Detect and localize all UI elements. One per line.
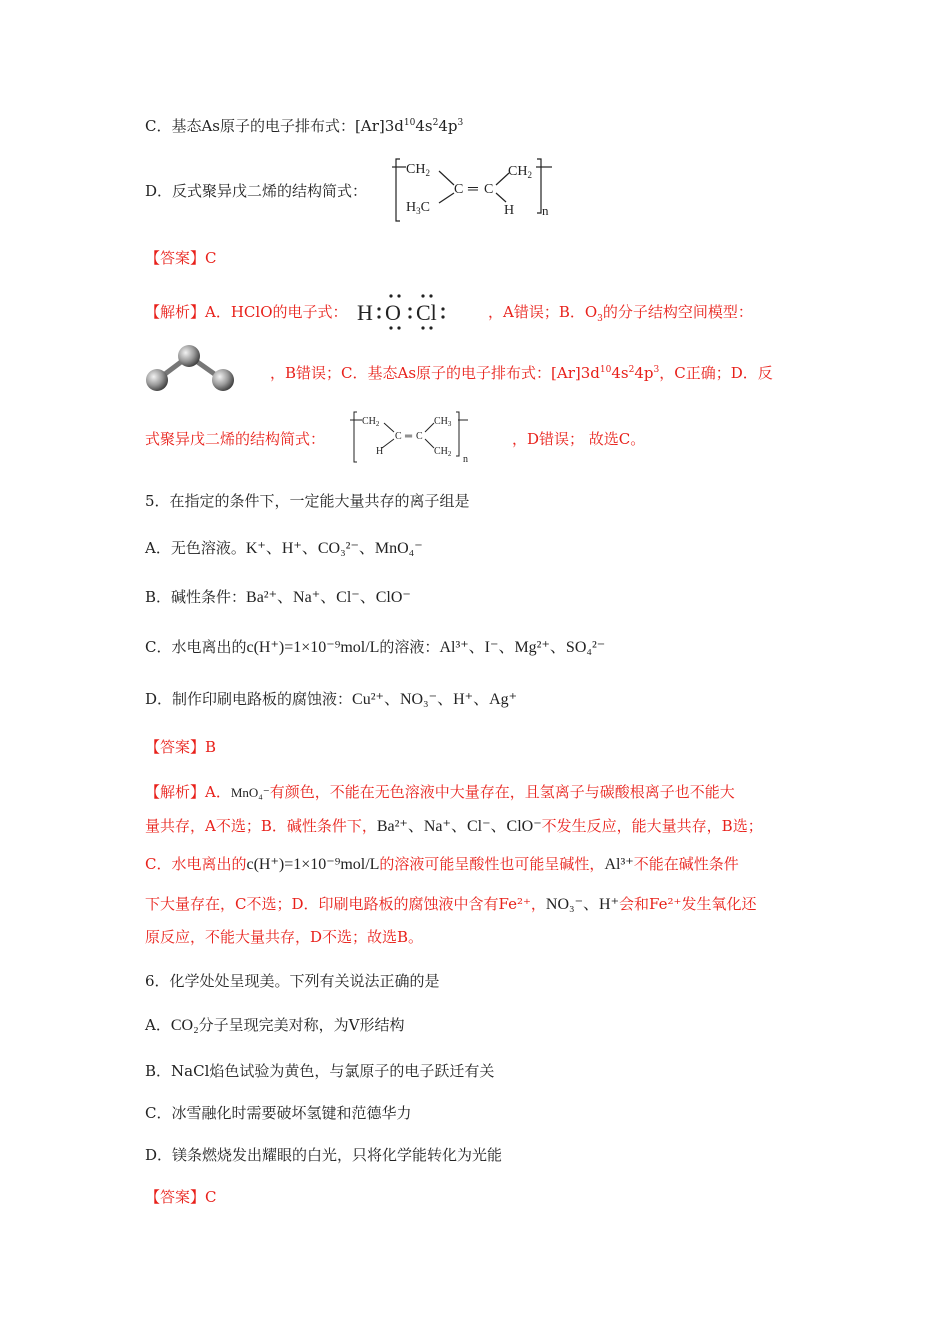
q5-option-d: D．制作印刷电路板的腐蚀液：Cu²⁺、NO₃⁻、H⁺、Ag⁺ bbox=[145, 690, 518, 708]
svg-text:O: O bbox=[385, 300, 401, 325]
trans-polyisoprene-structure bbox=[392, 155, 562, 225]
q5-stem: 5．在指定的条件下，一定能大量共存的离子组是 bbox=[145, 492, 470, 510]
svg-text:CH3: $CH_3$ bbox=[434, 416, 452, 428]
q6-stem: 6．化学处处呈现美。下列有关说法正确的是 bbox=[145, 972, 440, 990]
svg-text:C: C bbox=[416, 431, 423, 442]
svg-text:═: ═ bbox=[405, 431, 413, 442]
q4-option-c: C．基态As原子的电子排布式：$[Ar]3d^{10}4s^24p^3$ bbox=[145, 117, 464, 135]
svg-text:Cl: Cl bbox=[416, 300, 437, 325]
svg-text:H3C: $H_3C$ bbox=[406, 200, 430, 216]
svg-text:n: n bbox=[463, 454, 468, 465]
q6-option-b: B．NaCl焰色试验为黄色，与氯原子的电子跃迁有关 bbox=[145, 1062, 495, 1080]
q5-option-c: C．水电离出的c(H⁺)=1×10⁻⁹mol/L的溶液：Al³⁺、I⁻、Mg²⁺、SO₄²⁻ bbox=[145, 638, 606, 656]
q6-option-d: D．镁条燃烧发出耀眼的白光，只将化学能转化为光能 bbox=[145, 1146, 503, 1164]
q5-option-a: A．无色溶液。K⁺、H⁺、CO₃²⁻、MnO₄⁻ bbox=[145, 539, 423, 557]
svg-text:H: H bbox=[357, 300, 373, 325]
svg-text:CH2: $CH_2$ bbox=[508, 164, 532, 180]
q5-analysis-line5: 原反应，不能大量共存，D不选；故选B。 bbox=[145, 928, 424, 946]
ozone-ball-model bbox=[143, 340, 243, 395]
svg-text:CH2: $CH_2$ bbox=[434, 446, 452, 458]
svg-text:C: C bbox=[484, 182, 494, 197]
q6-option-a: A．CO₂分子呈现完美对称，为V形结构 bbox=[145, 1016, 405, 1034]
svg-text:CH2: $CH_2$ bbox=[362, 416, 380, 428]
svg-text:CH2: $CH_2$ bbox=[406, 162, 430, 178]
svg-text:n: n bbox=[542, 203, 549, 218]
q4-analysis-line2: ，B错误；C．基态As原子的电子排布式：$[Ar]3d^{10}4s^24p^3$，C正确；D．反 bbox=[270, 364, 773, 382]
svg-text:H: H bbox=[504, 203, 515, 218]
svg-text:C: C bbox=[395, 431, 402, 442]
trans-polyisoprene-structure-analysis bbox=[350, 408, 475, 466]
q6-answer: 【答案】C bbox=[145, 1188, 217, 1206]
hclo-lewis-structure bbox=[355, 290, 455, 332]
q4-analysis-line1-cont: ，A错误；B．$O_3$的分子结构空间模型： bbox=[488, 303, 753, 324]
q4-analysis-line3: 式聚异戊二烯的结构简式： bbox=[145, 430, 326, 448]
q6-option-c: C．冰雪融化时需要破坏氢键和范德华力 bbox=[145, 1104, 412, 1122]
q5-analysis-line3: C．水电离出的c(H⁺)=1×10⁻⁹mol/L的溶液可能呈酸性也可能呈碱性，Al³⁺不能在碱性条件 bbox=[145, 855, 739, 873]
q4-answer: 【答案】C bbox=[145, 249, 217, 267]
svg-text:H: H bbox=[376, 446, 384, 457]
svg-text:C: C bbox=[454, 182, 464, 197]
svg-text:═: ═ bbox=[468, 182, 478, 197]
q5-analysis-line1: 【解析】A．MnO₄⁻有颜色，不能在无色溶液中大量存在，且氢离子与碳酸根离子也不能大 bbox=[145, 783, 735, 801]
q4-analysis-line3-cont: ，D错误； 故选C。 bbox=[512, 430, 646, 448]
q5-analysis-line2: 量共存，A不选；B．碱性条件下，Ba²⁺、Na⁺、Cl⁻、ClO⁻不发生反应，能大量共存，B选； bbox=[145, 817, 763, 835]
q4-option-d: D．反式聚异戊二烯的结构简式： bbox=[145, 182, 368, 200]
q5-option-b: B．碱性条件：Ba²⁺、Na⁺、Cl⁻、ClO⁻ bbox=[145, 588, 411, 606]
q5-answer: 【答案】B bbox=[145, 738, 217, 756]
q5-analysis-line4: 下大量存在，C不选；D．印刷电路板的腐蚀液中含有Fe²⁺，NO₃⁻、H⁺会和Fe²⁺发生氧化还 bbox=[145, 895, 757, 913]
q4-analysis-line1: 【解析】A．HClO的电子式： bbox=[145, 303, 348, 321]
